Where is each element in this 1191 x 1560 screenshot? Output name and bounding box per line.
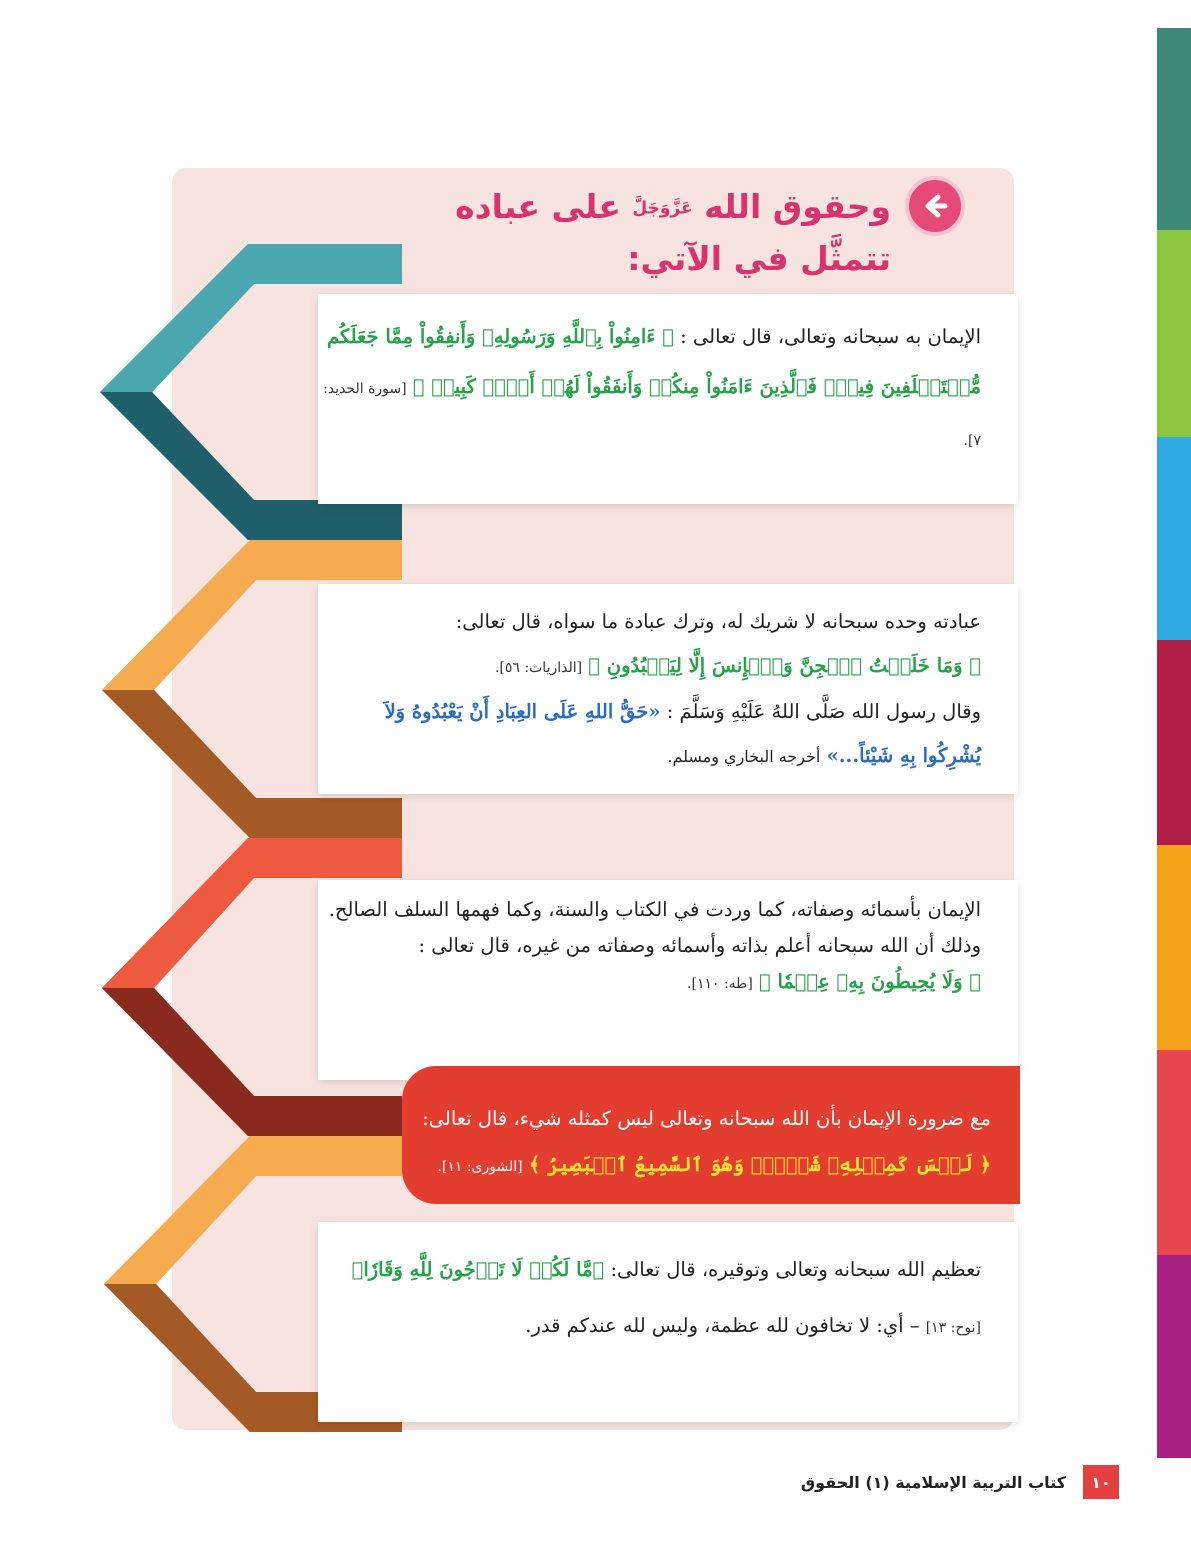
- section-1-intro: الإيمان به سبحانه وتعالى، قال تعالى :: [680, 325, 981, 348]
- section-2-text: [321, 600, 981, 779]
- section-5-verse: ﴿مَّا لَكُمۡ لَا تَرۡجُونَ لِلَّهِ وَقَارٗا﴾: [351, 1258, 605, 1281]
- heading-line2: تتمثَّل في الآتي:: [627, 238, 891, 278]
- section-3-intro: الإيمان بأسمائه وصفاته، كما وردت في الكتاب والسنة، وكما فهمها السلف الصالح.: [328, 898, 981, 921]
- heading-honorific: عَزَّوَجَلَّ: [632, 198, 693, 219]
- arrow-left-icon: [920, 191, 950, 221]
- heading-line1-after: على عباده: [455, 187, 621, 226]
- section-5-text: [321, 1242, 981, 1356]
- book-title: كتاب التربية الإسلامية (١) الحقوق: [800, 1473, 1066, 1492]
- section-2-hadith: «حَقُّ اللهِ عَلَى العِبَادِ أَنْ يَعْبُدُوهُ وَلاَ يُشْرِكُوا بِهِ شَيْئاً...»: [384, 700, 981, 767]
- section-5-intro: تعظيم الله سبحانه وتعالى وتوقيره، قال تعالى:: [610, 1258, 981, 1281]
- section-2-hadith-ref: أخرجه البخاري ومسلم.: [667, 747, 821, 766]
- section-2-intro: عبادته وحده سبحانه لا شريك له، وترك عبادة ما سواه، قال تعالى:: [455, 610, 981, 633]
- section-5-explanation: – أي: لا تخافون لله عظمة، وليس لله عندكم قدر.: [525, 1314, 920, 1337]
- heading-badge: [905, 176, 965, 236]
- section-3-text: [321, 892, 981, 1002]
- section-1-text: [321, 312, 981, 466]
- section-2-ref: [الذاريات: ٥٦].: [494, 660, 583, 676]
- section-2-hadith-intro: وقال رسول الله صَلَّى اللهُ عَلَيْهِ وَسَلَّمَ :: [666, 700, 981, 723]
- section-3-line2: وذلك أن الله سبحانه أعلم بذاته وأسمائه وصفاته من غيره، قال تعالى :: [418, 934, 981, 957]
- section-4-intro: مع ضرورة الإيمان بأن الله سبحانه وتعالى ليس كمثله شيء، قال تعالى:: [422, 1107, 991, 1130]
- section-1-verse: ﴿ ءَامِنُواْ بِٱللَّهِ وَرَسُولِهِۦ وَأَنفِقُواْ مِمَّا جَعَلَكُم مُّسۡتَخۡلَفِينَ فِيهِۖ فَٱلَّذِينَ ءَامَنُواْ مِنكُمۡ وَأَنفَقُواْ لَهُمۡ أَجۡرٞ كَبِيرٞ ﴾: [326, 325, 981, 398]
- section-4-text: [411, 1096, 991, 1190]
- section-1-ref: [سورة الحديد: ٧].: [323, 381, 981, 449]
- section-2-verse: ﴿ وَمَا خَلَقۡتُ ٱلۡجِنَّ وَٱلۡإِنسَ إِلَّا لِيَعۡبُدُونِ ﴾: [588, 654, 981, 677]
- section-4-verse: ﴿ لَيۡسَ كَمِثۡلِهِۦ شَيۡءٞۖ وَهُوَ ٱلسَّمِيعُ ٱلۡبَصِيرُ ﴾: [528, 1153, 991, 1176]
- section-4-ref: [الشورى: ١١].: [437, 1159, 523, 1175]
- section-3-ref: [طه: ١١٠].: [687, 976, 753, 992]
- heading-line1-before: وحقوق الله: [704, 187, 891, 226]
- section-5-ref: [نوح: ١٣]: [925, 1320, 981, 1336]
- page-number: ١٠: [1083, 1465, 1119, 1499]
- section-heading: [371, 182, 891, 284]
- section-3-verse: ﴿ وَلَا يُحِيطُونَ بِهِۦ عِلۡمٗا ﴾: [758, 970, 981, 993]
